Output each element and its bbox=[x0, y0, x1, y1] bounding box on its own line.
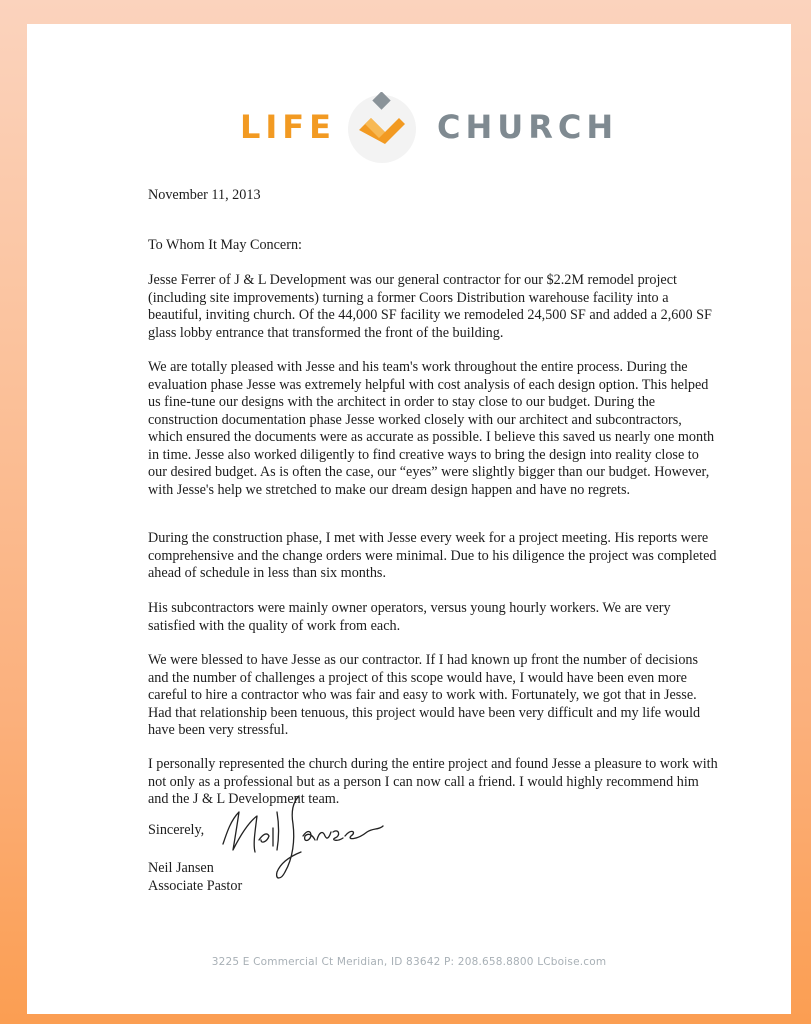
letter-paragraph: Jesse Ferrer of J & L Development was our general contractor for our $2.2M remodel project (including site improvements) turning a former Coors Distribution warehouse facility into a beautiful, inviting church. Of the 44,000 SF facility we remodeled 24,500 SF and added a 2,600 SF glass lobby entrance that transformed the front of the building. bbox=[148, 272, 712, 341]
letter-salutation: To Whom It May Concern: bbox=[148, 237, 302, 254]
logo-word-life: LIFE bbox=[240, 108, 337, 146]
letter-date: November 11, 2013 bbox=[148, 187, 261, 204]
signer-title: Associate Pastor bbox=[148, 878, 243, 895]
letter-paragraph: We are totally pleased with Jesse and his team's work throughout the entire process. During the evaluation phase Jesse was extremely helpful with cost analysis of each design option. This helped us fine-tune our designs with the architect in order to stay close to our budget. During the construction documentation phase Jesse worked closely with our architect and subcontractors, which ensured the documents were as accurate as possible. I believe this saved us nearly one month in time. Jesse also worked diligently to find creative ways to bring the design into reality close to our desired budget. As is often the case, our “eyes” were slightly bigger than our budget. However, with Jesse's help we stretched to make our dream design happen and have no regrets. bbox=[148, 359, 715, 498]
letter-page bbox=[27, 24, 791, 1014]
letter-paragraph: I personally represented the church during the entire project and found Jesse a pleasure to work with not only as a professional but as a person I can now call a friend. I would highly recommend him and the J & L Development team. bbox=[148, 756, 718, 808]
signer-name: Neil Jansen bbox=[148, 860, 214, 877]
letterhead-logo bbox=[27, 102, 791, 180]
letter-closing: Sincerely, bbox=[148, 822, 205, 839]
letter-paragraph: During the construction phase, I met with Jesse every week for a project meeting. His reports were comprehensive and the change orders were minimal. Due to his diligence the project was completed ahead of schedule in less than six months. bbox=[148, 530, 717, 582]
letter-paragraph: His subcontractors were mainly owner operators, versus young hourly workers. We are very satisfied with the quality of work from each. bbox=[148, 600, 671, 634]
life-church-mark-icon bbox=[345, 92, 419, 166]
letter-paragraph: We were blessed to have Jesse as our contractor. If I had known up front the number of decisions and the number of challenges a project of this scope would have, I would have been even more careful to hire a contractor who was fair and easy to work with. Fortunately, we got that in Jesse. Had that relationship been tenuous, this project would have been very difficult and my life would have been very stressful. bbox=[148, 652, 701, 739]
logo-word-church: CHURCH bbox=[437, 108, 619, 146]
letterhead-footer-address: 3225 E Commercial Ct Meridian, ID 83642 P: 208.658.8800 LCboise.com bbox=[211, 956, 607, 968]
